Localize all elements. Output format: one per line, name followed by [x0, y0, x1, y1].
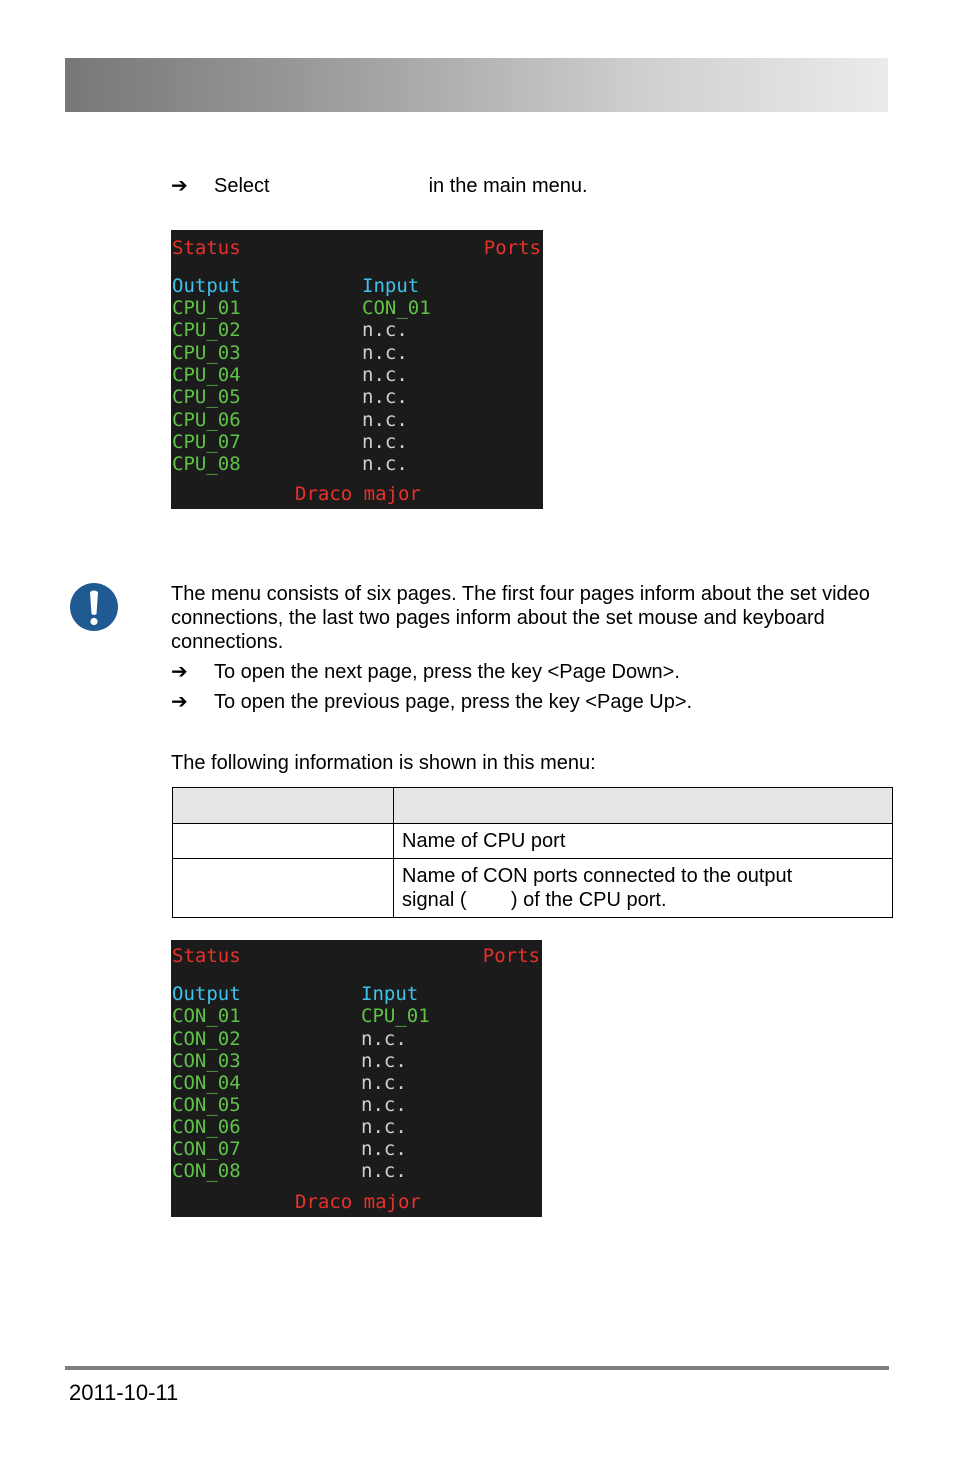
input-cell: CON_01 [362, 297, 431, 319]
step-select-suffix: in the main menu. [428, 175, 588, 197]
osd-screen-con [171, 940, 542, 1217]
output-cell: CPU_07 [172, 431, 241, 453]
table-header-cell [394, 788, 893, 824]
table-header-cell [173, 788, 394, 824]
table-cell-desc-line: Name of CON ports connected to the output [402, 865, 793, 887]
step-previous-page [171, 690, 692, 714]
exclamation-note-icon [70, 583, 118, 631]
output-cell: CON_01 [172, 1005, 241, 1027]
table-cell-desc [394, 859, 893, 918]
table-row [173, 824, 893, 859]
table-cell-field [173, 824, 394, 859]
footer-divider [65, 1366, 889, 1370]
table-cell-field [173, 859, 394, 918]
table-header-row [173, 788, 893, 824]
output-cell: CPU_01 [172, 297, 241, 319]
table-cell-desc: Name of CPU port [394, 824, 893, 859]
input-cell: n.c. [361, 1138, 407, 1160]
input-cell: n.c. [362, 453, 408, 475]
screen-title-right: Ports [483, 237, 541, 259]
output-cell: CPU_03 [172, 342, 241, 364]
input-cell: n.c. [361, 1050, 407, 1072]
arrow-icon: ➔ [171, 175, 188, 197]
screen-title-left: Status [172, 945, 241, 967]
screen-footer: Draco major [295, 483, 421, 505]
input-cell: n.c. [362, 409, 408, 431]
output-cell: CON_06 [172, 1116, 241, 1138]
input-cell: n.c. [361, 1094, 407, 1116]
screen-title-left: Status [172, 237, 241, 259]
input-cell: n.c. [362, 431, 408, 453]
output-cell: CON_08 [172, 1160, 241, 1182]
screen-title-right: Ports [482, 945, 540, 967]
info-table [172, 787, 893, 918]
input-cell: CPU_01 [361, 1005, 430, 1027]
footer-date: 2011-10-11 [69, 1380, 179, 1405]
chapter-header-bar [65, 58, 888, 112]
column-header-input: Input [361, 983, 419, 1005]
input-cell: n.c. [362, 364, 408, 386]
info-intro: The following information is shown in this menu: [171, 752, 596, 774]
column-header-input: Input [362, 275, 420, 297]
step-previous-page-text: To open the previous page, press the key <Page Up>. [214, 691, 693, 713]
output-cell: CON_07 [172, 1138, 241, 1160]
table-row [173, 859, 893, 918]
step-next-page-text: To open the next page, press the key <Page Down>. [214, 661, 680, 683]
note-text: The menu consists of six pages. The first four pages inform about the set video connections, the last two pages inform about the set mouse and keyboard connections. [171, 583, 870, 653]
input-cell: n.c. [361, 1028, 407, 1050]
input-cell: n.c. [361, 1116, 407, 1138]
input-cell: n.c. [362, 386, 408, 408]
output-cell: CON_02 [172, 1028, 241, 1050]
table-cell-desc-line: signal ( ) of the CPU port. [402, 889, 667, 911]
output-cell: CON_05 [172, 1094, 241, 1116]
output-cell: CPU_08 [172, 453, 241, 475]
screen-footer: Draco major [295, 1191, 421, 1213]
osd-screen-cpu [171, 230, 543, 509]
step-select-prefix: Select [214, 175, 270, 197]
input-cell: n.c. [362, 342, 408, 364]
input-cell: n.c. [361, 1072, 407, 1094]
step-next-page [171, 660, 680, 684]
output-cell: CON_04 [172, 1072, 241, 1094]
output-cell: CPU_06 [172, 409, 241, 431]
output-cell: CPU_02 [172, 319, 241, 341]
column-header-output: Output [172, 983, 241, 1005]
column-header-output: Output [172, 275, 241, 297]
output-cell: CPU_05 [172, 386, 241, 408]
output-cell: CON_03 [172, 1050, 241, 1072]
output-cell: CPU_04 [172, 364, 241, 386]
arrow-icon: ➔ [171, 661, 188, 683]
arrow-icon: ➔ [171, 691, 188, 713]
input-cell: n.c. [362, 319, 408, 341]
input-cell: n.c. [361, 1160, 407, 1182]
step-select [171, 174, 588, 198]
